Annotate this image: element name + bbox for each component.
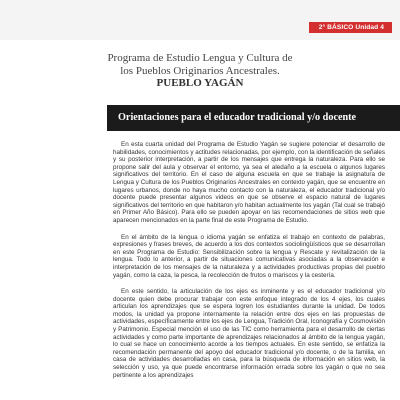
paragraph-1: En esta cuarta unidad del Programa de Estudio Yagán se sugiere potenciar el desarrollo de habilidades, conocimientos y actitudes relacionadas, por ejemplo, con la identificación de señales y su posterior interpretación, a partir de los mensajes que entrega la naturaleza. Para ello se propone salir del aula y observar el entorno, ya sea el aledaño a la escuela o algunos lugares significativos del territorio. En el caso de alguna escuela en que se trabaje la asignatura de Lengua y Cultura de los Pueblos Originarios Ancestrales en contexto yagán, que se encuentre en lugares urbanos, donde no haya mucho contacto con la naturaleza, el educador tradicional y/o docente puede presentar algunos videos en que se observe el espacio natural de lugares significativos del territorio en que habitaron y/o habitan actualmente los yagán (Tal cual se trabajó en Primer Año Básico). Para ello se pueden apoyar en las recomendaciones de sitios web que aparecen mencionados en la parte final de este Programa de Estudio.: [113, 141, 385, 224]
paragraph-3: En este sentido, la articulación de los ejes es inminente y es el educador tradicional y/o docente quien debe procurar trabajar con este enfoque integrado de los 4 ejes, los cuales articulan los aprendizajes que se espera logren los estudiantes durante la unidad. De todos modos, la unidad ya propone internamente la relación entre dos ejes en las propuestas de actividades, específicamente entre los ejes de Lengua, Tradición Oral, Iconografía y Cosmovisión y Patrimonio. Especial mención el uso de las TIC como herramienta para el desarrollo de ciertas actividades y como parte importante de aprendizajes relacionados al ámbito de la lengua yagán, lo cual se hace un conocimiento acorde a los tiempos actuales. En este sentido, se enfatiza la recomendación permanente del apoyo del educador tradicional y/o docente, o de la familia, en casa de actividades desarrolladas en casa, para la búsqueda de información en sitios web, la selección y uso, ya que puede encontrarse información errada sobre los yagán o que no sea pertinente a los aprendizajes: [113, 288, 385, 379]
program-title-line-2: los Pueblos Originarios Ancestrales.: [120, 64, 280, 77]
section-title: Orientaciones para el educador tradicional y/o docente: [118, 112, 357, 123]
body-text: [113, 141, 385, 388]
program-title-people: PUEBLO YAGÁN: [156, 77, 244, 89]
grade-unit-badge: 2° BÁSICO Unidad 4: [309, 22, 392, 33]
program-title: [0, 52, 400, 90]
program-title-line-1: Programa de Estudio Lengua y Cultura de: [107, 52, 293, 64]
paragraph-2: En el ámbito de la lengua o idioma yagán se enfatiza el trabajo en contexto de palabras, expresiones y frases breves, de acuerdo a los dos contextos sociolingüísticos que se desarrollan en este Programa de Estudio: Sensibilización sobre la lengua y Rescate y revitalización de la lengua. Todo lo anterior, a partir de situaciones comunicativas asociadas a la observación e interpretación de los mensajes de la naturaleza y a actividades productivas propias del pueblo yagán, como la caza, la pesca, la recolección de frutos o mariscos y la cestería.: [113, 233, 385, 279]
top-header-band: [0, 0, 400, 40]
